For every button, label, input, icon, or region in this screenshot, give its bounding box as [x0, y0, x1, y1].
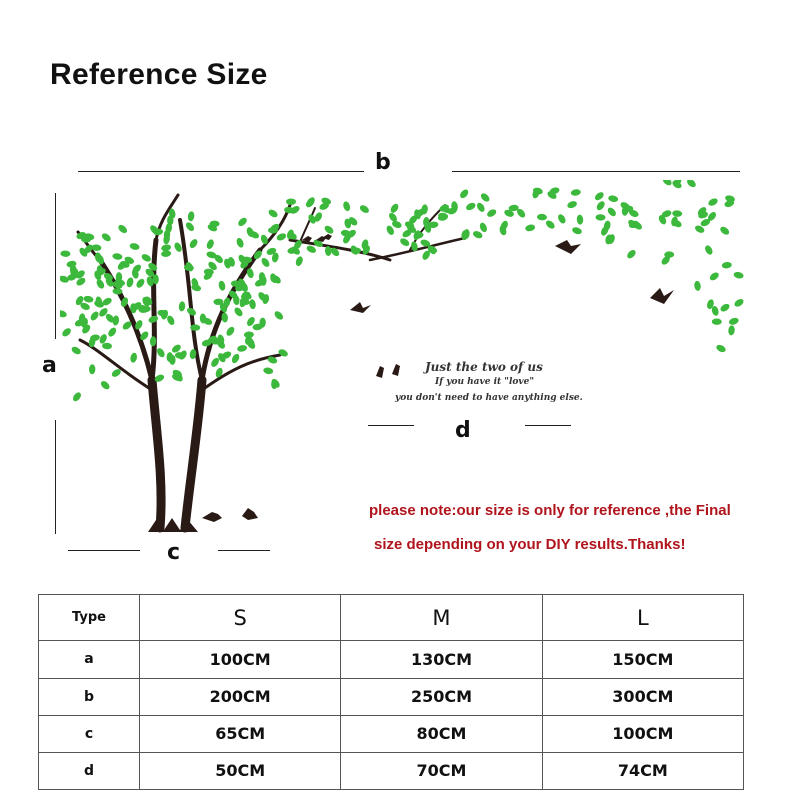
leaf [626, 248, 638, 260]
cell-s: 65CM [140, 715, 341, 752]
size-note-line-2: size depending on your DIY results.Thanks! [374, 536, 686, 553]
size-table [38, 594, 744, 790]
leaf [161, 244, 172, 252]
leaf [712, 318, 722, 325]
leaf [70, 345, 82, 356]
leaf [102, 343, 112, 350]
leaf [75, 276, 87, 287]
leaf [130, 352, 138, 363]
cell-s: 50CM [140, 752, 341, 789]
cell-m: 80CM [341, 715, 542, 752]
size-table-header [39, 595, 744, 641]
leaf [273, 310, 285, 322]
leaf [286, 199, 296, 205]
leaf [112, 253, 123, 261]
dimension-label-b: b [375, 150, 391, 175]
leaf [566, 200, 578, 210]
leaf [60, 250, 70, 257]
leaf [704, 244, 714, 256]
leaf [544, 219, 556, 230]
leaf [60, 309, 68, 318]
leaf [244, 331, 254, 338]
leaf [178, 301, 185, 312]
dimension-label-c: c [167, 540, 181, 565]
leaf [294, 255, 304, 267]
leaf [358, 204, 370, 215]
leaf [140, 253, 152, 264]
leaf [465, 201, 477, 211]
table-row [39, 678, 744, 715]
header-m: M [341, 595, 542, 641]
row-type: d [39, 752, 140, 789]
leaf [187, 211, 195, 222]
leaf [595, 214, 605, 221]
leaf [99, 379, 111, 390]
leaf [733, 271, 744, 279]
leaf [225, 325, 236, 337]
leaf [112, 315, 120, 326]
leaf [83, 295, 94, 303]
leaf [595, 200, 606, 212]
cell-l: 150CM [542, 641, 743, 678]
leaf [135, 277, 146, 289]
tree-icon [60, 180, 745, 540]
leaf [237, 344, 248, 352]
dimension-line-a-top [55, 193, 56, 339]
leaf [728, 317, 740, 326]
leaf [593, 191, 605, 202]
table-row [39, 752, 744, 789]
leaf [71, 391, 82, 403]
leaf [571, 226, 583, 235]
leaf [694, 281, 702, 292]
leaf [472, 230, 484, 240]
leaf [117, 223, 129, 234]
leaf [728, 325, 735, 336]
leaf [606, 206, 617, 218]
size-note-line-1: please note:our size is only for reference ,the Final [369, 502, 731, 519]
leaf [230, 353, 240, 365]
quote-line-2: If you have it "love" [435, 377, 535, 387]
leaf [260, 256, 271, 268]
leaf [89, 364, 96, 374]
leaf [190, 324, 200, 330]
leaf [570, 189, 581, 197]
leaf [556, 213, 567, 225]
cell-l: 74CM [542, 752, 743, 789]
leaf [721, 261, 732, 269]
leaf [155, 347, 166, 359]
cell-m: 70CM [341, 752, 542, 789]
row-type: b [39, 678, 140, 715]
dimension-line-b-left [78, 171, 364, 172]
leaf [399, 237, 411, 248]
dimension-line-c-right [218, 550, 270, 551]
leaf [342, 200, 351, 211]
leaf [260, 276, 266, 286]
cell-m: 250CM [341, 678, 542, 715]
leaf [715, 343, 727, 353]
leaf [719, 225, 731, 236]
leaf [661, 180, 673, 187]
leaf [323, 224, 335, 235]
leaf [708, 271, 720, 282]
leaf [218, 280, 226, 291]
table-row [39, 641, 744, 678]
page-title: Reference Size [50, 58, 268, 91]
header-l: L [542, 595, 743, 641]
cell-l: 300CM [542, 678, 743, 715]
leaf [107, 326, 118, 338]
dimension-line-a-bottom [55, 420, 56, 534]
leaf [235, 237, 245, 249]
leaf [576, 214, 583, 225]
leaf [267, 208, 279, 219]
leaf [249, 299, 257, 310]
leaf [237, 216, 249, 227]
leaf [389, 202, 400, 214]
leaf [184, 221, 195, 233]
header-type: Type [39, 595, 140, 641]
quote-line-3: you don't need to have anything else. [395, 393, 583, 403]
leaf [61, 327, 73, 338]
cell-m: 130CM [341, 641, 542, 678]
leaf [479, 192, 491, 204]
dimension-line-b-right [452, 171, 740, 172]
cell-s: 100CM [140, 641, 341, 678]
header-s: S [140, 595, 341, 641]
table-row [39, 715, 744, 752]
leaf [478, 222, 488, 234]
leaf [686, 180, 698, 189]
leaf [733, 297, 745, 308]
leaf [233, 306, 244, 318]
leaf-cluster [60, 180, 745, 403]
leaf [305, 244, 317, 254]
leaf [525, 224, 536, 233]
leaf [458, 188, 469, 200]
leaf [95, 278, 106, 290]
leaf [100, 232, 112, 243]
leaf [608, 195, 619, 203]
leaf [486, 208, 498, 219]
cell-l: 100CM [542, 715, 743, 752]
leaf [129, 242, 140, 251]
row-type: a [39, 641, 140, 678]
dimension-line-c-left [68, 550, 140, 551]
leaf [707, 197, 719, 207]
leaf [475, 201, 486, 213]
cell-s: 200CM [140, 678, 341, 715]
dimension-label-d: d [455, 418, 471, 443]
leaf [263, 367, 274, 375]
quote-line-1: Just the two of us [425, 360, 543, 374]
leaf [126, 277, 135, 288]
leaf [89, 310, 100, 322]
leaf [537, 214, 547, 221]
leaf [719, 302, 731, 313]
leaf [205, 238, 215, 250]
leaf [276, 232, 288, 242]
leaf [724, 194, 735, 203]
leaf [672, 210, 683, 217]
dimension-label-a: a [42, 353, 57, 378]
leaf [188, 238, 199, 250]
row-type: c [39, 715, 140, 752]
